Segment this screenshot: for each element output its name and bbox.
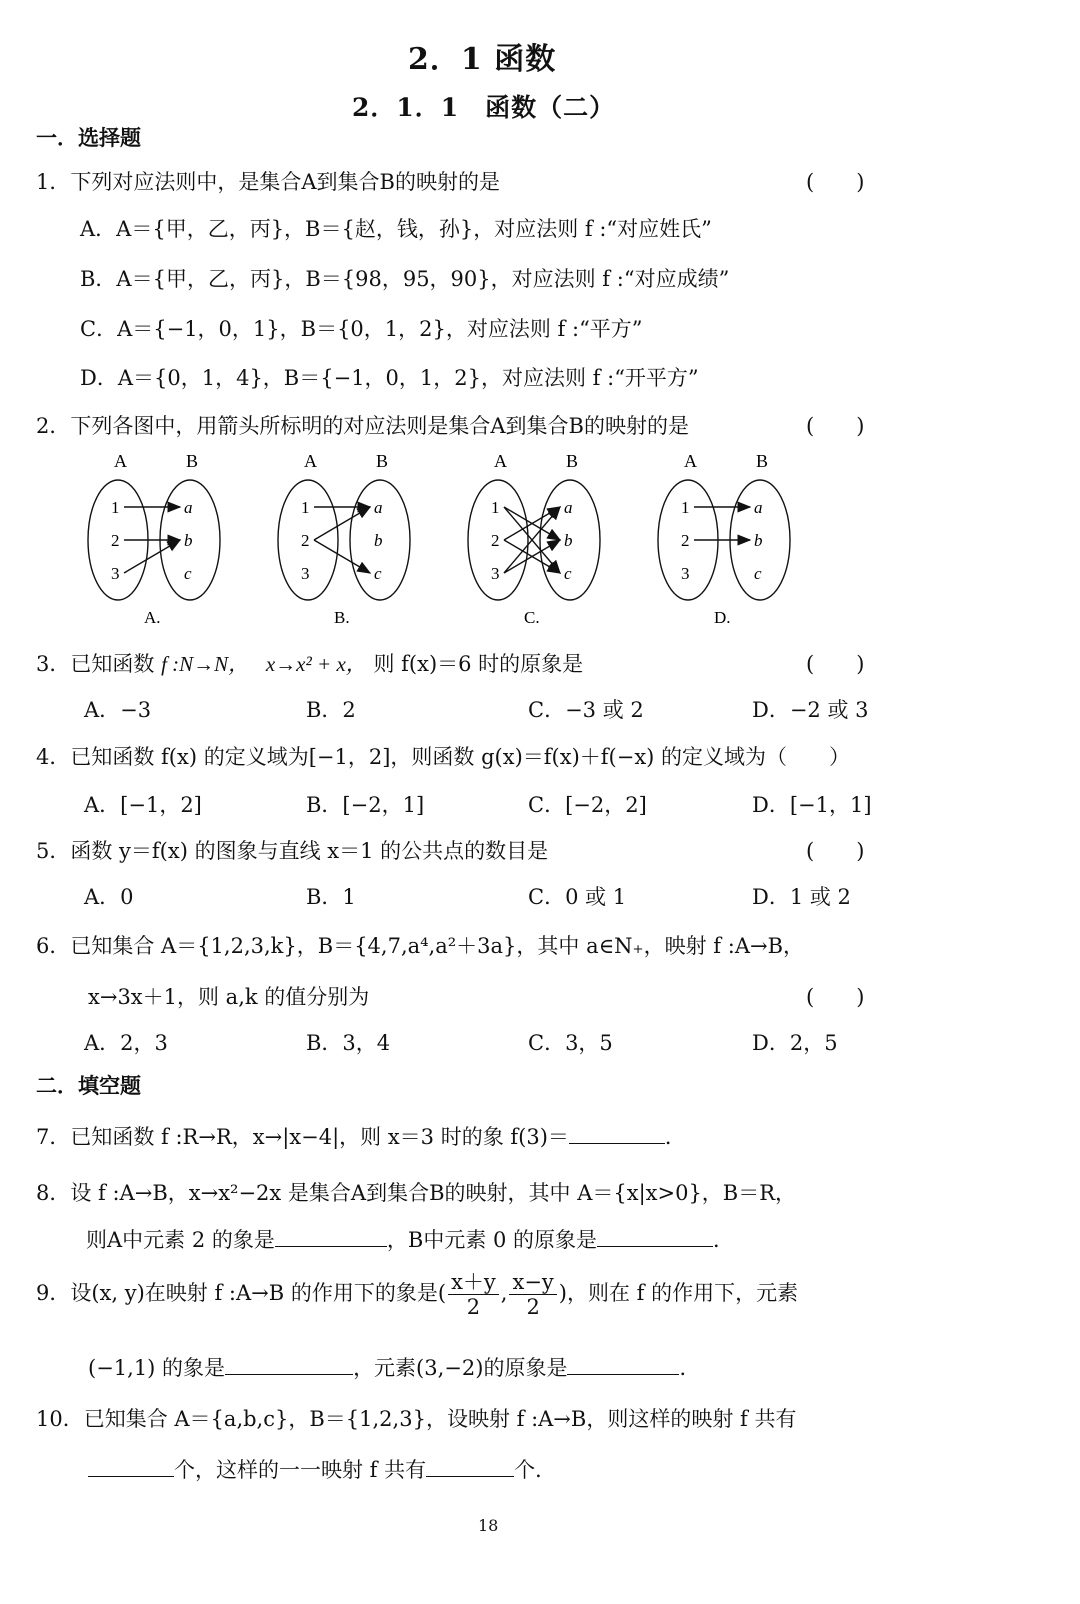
diagram-c-b-element: a <box>564 498 573 517</box>
question-4-stem: 4．已知函数 f(x) 的定义域为[−1，2]，则函数 g(x)＝f(x)＋f(−x) 的定义域为（ ） <box>36 745 851 769</box>
q6-option-b: B．3，4 <box>306 1031 391 1055</box>
question-10-line-2 <box>88 1454 556 1484</box>
diagram-a-set-b-label: B <box>186 451 199 471</box>
diagram-c-a-element: 2 <box>491 531 500 550</box>
q4-option-d: D．[−1，1] <box>752 793 872 817</box>
q4-option-b: B．[−2，1] <box>306 793 425 817</box>
diagram-d-a-element: 1 <box>681 498 690 517</box>
answer-paren-2: ( ) <box>806 414 865 438</box>
q5-option-a: A．0 <box>84 885 134 909</box>
mapping-diagrams <box>60 445 860 635</box>
q9-line2-b: ，元素(3,−2)的原象是 <box>353 1356 568 1380</box>
diagram-b-b-element: a <box>374 498 383 517</box>
diagram-b-arrow <box>314 507 370 540</box>
section-heading-choice: 一．选择题 <box>36 125 141 150</box>
q9-fraction-2-numerator: x−y <box>509 1270 556 1295</box>
q1-option-d: D．A＝{0，1，4}，B＝{−1，0，1，2}，对应法则 f :“开平方” <box>80 366 699 390</box>
diagram-a-b-element: c <box>184 564 192 583</box>
diagram-b-set-b-label: B <box>376 451 389 471</box>
q1-option-a: A．A＝{甲，乙，丙}，B＝{赵，钱，孙}，对应法则 f :“对应姓氏” <box>80 217 712 241</box>
q9-part-1: 9．设(x, y)在映射 f :A→B 的作用下的象是( <box>36 1281 447 1305</box>
q8-part-a: 则A中元素 2 的象是 <box>86 1228 275 1252</box>
answer-paren-5: ( ) <box>806 839 865 863</box>
diagram-d-caption: D. <box>714 608 731 627</box>
diagram-c-b-element: b <box>564 531 573 550</box>
question-9-line-1 <box>36 1270 798 1319</box>
q8-answer-blank-1[interactable] <box>275 1226 387 1247</box>
q8-part-b: ，B中元素 0 的原象是 <box>386 1228 598 1252</box>
diagram-d-b-element: a <box>754 498 763 517</box>
q5-option-b: B．1 <box>306 885 356 909</box>
q9-fraction-1-denominator: 2 <box>466 1295 481 1319</box>
section-subtitle: 2．1．1 函数（二） <box>352 93 616 122</box>
diagram-b-set-a-label: A <box>304 451 317 471</box>
diagram-d-a-element: 2 <box>681 531 690 550</box>
q3-map: f :N→N， <box>161 652 250 676</box>
question-6-line-1: 6．已知集合 A＝{1,2,3,k}，B＝{4,7,a⁴,a²＋3a}，其中 a∈N₊，映射 f :A→B， <box>36 934 805 958</box>
diagram-a-set-a-label: A <box>114 451 127 471</box>
diagram-c-caption: C. <box>524 608 540 627</box>
answer-paren-3: ( ) <box>806 652 865 676</box>
question-8-line-2 <box>86 1224 734 1254</box>
q9-answer-blank-2[interactable] <box>567 1354 679 1375</box>
q6-option-d: D．2，5 <box>752 1031 838 1055</box>
diagram-c-a-element: 3 <box>491 564 500 583</box>
q4-option-c: C．[−2，2] <box>528 793 647 817</box>
chapter-title: 2．1 函数 <box>408 42 557 77</box>
answer-paren-6: ( ) <box>806 985 865 1009</box>
q4-option-a: A．[−1，2] <box>84 793 202 817</box>
q3-tail: 则 f(x)＝6 时的原象是 <box>373 652 584 676</box>
q3-number: 3．已知函数 <box>36 652 155 676</box>
q9-part-2: )，则在 f 的作用下，元素 <box>558 1281 799 1305</box>
diagram-b-b-element: c <box>374 564 382 583</box>
q3-option-d: D．−2 或 3 <box>752 698 869 722</box>
q10-answer-blank-1[interactable] <box>88 1456 174 1477</box>
diagram-c-a-element: 1 <box>491 498 500 517</box>
diagram-b-a-element: 1 <box>301 498 310 517</box>
diagram-b-b-element: b <box>374 531 383 550</box>
answer-paren-1: ( ) <box>806 170 865 194</box>
diagram-c-set-a-label: A <box>494 451 507 471</box>
q7-text: 7．已知函数 f :R→R，x→|x−4|，则 x＝3 时的象 f(3)＝ <box>36 1125 569 1149</box>
question-1-stem: 1．下列对应法则中，是集合A到集合B的映射的是 <box>36 170 500 194</box>
q9-end: ． <box>679 1356 701 1380</box>
q5-option-d: D．1 或 2 <box>752 885 851 909</box>
diagram-d-set-a-label: A <box>684 451 697 471</box>
diagram-a-caption: A. <box>144 608 161 627</box>
diagram-a-b-element: a <box>184 498 193 517</box>
diagram-a-a-element: 2 <box>111 531 120 550</box>
diagram-c-b-element: c <box>564 564 572 583</box>
q10-part-b: 个． <box>514 1458 557 1482</box>
diagram-a-arrow <box>124 540 180 573</box>
section-heading-fill: 二．填空题 <box>36 1073 141 1098</box>
question-2-stem: 2．下列各图中，用箭头所标明的对应法则是集合A到集合B的映射的是 <box>36 414 689 438</box>
question-3-stem <box>36 648 583 678</box>
q8-end: ． <box>713 1228 735 1252</box>
diagram-d-b-element: b <box>754 531 763 550</box>
diagram-a-b-element: b <box>184 531 193 550</box>
q3-option-c: C．−3 或 2 <box>528 698 644 722</box>
diagram-b-arrow <box>314 540 370 573</box>
question-10-line-1: 10．已知集合 A＝{a,b,c}，B＝{1,2,3}，设映射 f :A→B，则这样的映射 f 共有 <box>36 1407 797 1431</box>
q10-answer-blank-2[interactable] <box>426 1456 514 1477</box>
q3-rule: x→x² + x， <box>265 652 367 676</box>
question-7 <box>36 1121 686 1151</box>
diagram-c-set-b-label: B <box>566 451 579 471</box>
diagram-b-a-element: 2 <box>301 531 310 550</box>
q9-fraction-1 <box>448 1270 499 1319</box>
q6-option-c: C．3，5 <box>528 1031 613 1055</box>
q9-separator: , <box>500 1281 508 1305</box>
diagram-d-set-b-label: B <box>756 451 769 471</box>
q5-option-c: C．0 或 1 <box>528 885 627 909</box>
question-5-stem: 5．函数 y＝f(x) 的图象与直线 x＝1 的公共点的数目是 <box>36 839 549 863</box>
diagram-b-a-element: 3 <box>301 564 310 583</box>
q9-answer-blank-1[interactable] <box>225 1354 353 1375</box>
diagram-d-b-element: c <box>754 564 762 583</box>
q9-fraction-1-numerator: x＋y <box>448 1270 499 1295</box>
q6-option-a: A．2，3 <box>84 1031 168 1055</box>
diagram-a-a-element: 3 <box>111 564 120 583</box>
q9-fraction-2 <box>509 1270 556 1319</box>
q3-option-b: B．2 <box>306 698 356 722</box>
q3-option-a: A．−3 <box>84 698 152 722</box>
question-9-line-2 <box>88 1352 700 1382</box>
q7-end: ． <box>664 1125 686 1149</box>
q9-line2-a: (−1,1) 的象是 <box>88 1356 226 1380</box>
question-6-line-2: x→3x＋1，则 a,k 的值分别为 <box>88 985 370 1009</box>
diagram-b-caption: B. <box>334 608 350 627</box>
page-number: 18 <box>478 1516 499 1535</box>
question-8-line-1: 8．设 f :A→B，x→x²−2x 是集合A到集合B的映射，其中 A＝{x|x>0}，B＝R， <box>36 1181 797 1205</box>
q1-option-c: C．A＝{−1，0，1}，B＝{0，1，2}，对应法则 f :“平方” <box>80 317 643 341</box>
diagram-d-a-element: 3 <box>681 564 690 583</box>
q10-part-a: 个，这样的一一映射 f 共有 <box>174 1458 427 1482</box>
q9-fraction-2-denominator: 2 <box>526 1295 540 1319</box>
q8-answer-blank-2[interactable] <box>597 1226 713 1247</box>
q7-answer-blank[interactable] <box>569 1123 665 1144</box>
diagram-a-a-element: 1 <box>111 498 120 517</box>
q1-option-b: B．A＝{甲，乙，丙}，B＝{98，95，90}，对应法则 f :“对应成绩” <box>80 267 730 291</box>
